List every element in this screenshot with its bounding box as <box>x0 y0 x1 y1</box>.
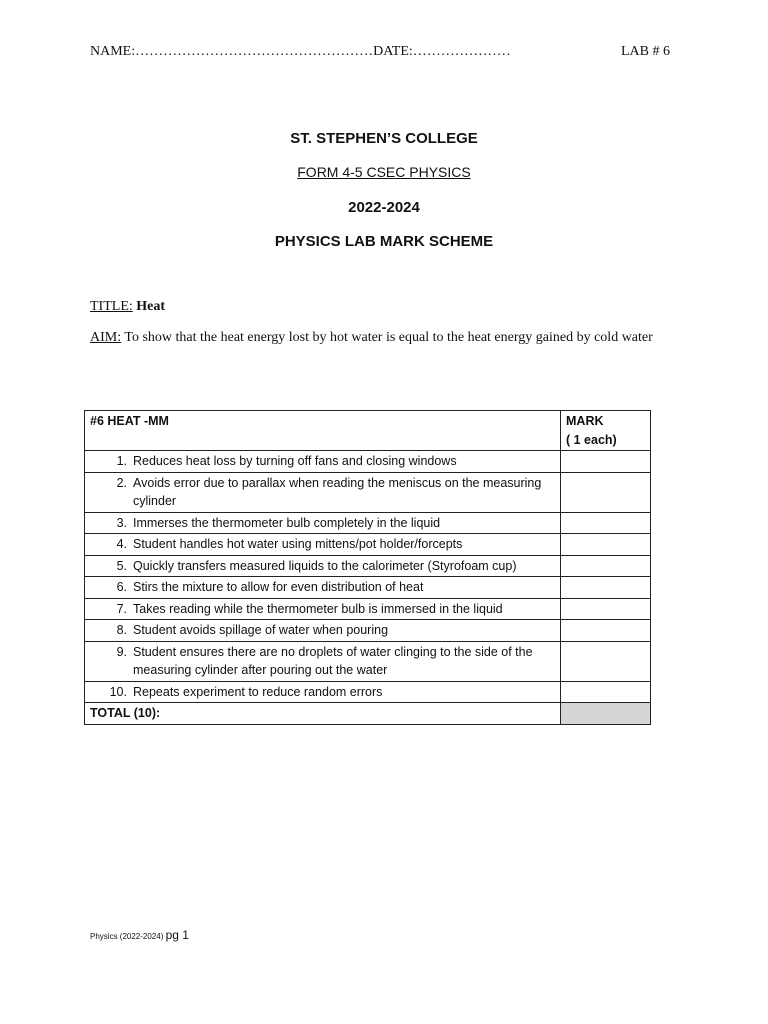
table-row <box>85 598 651 620</box>
criterion-cell <box>85 512 561 534</box>
lab-title <box>90 299 165 315</box>
criterion-text: Quickly transfers measured liquids to the calorimeter (Styrofoam cup) <box>133 558 517 573</box>
mark-cell[interactable] <box>561 512 651 534</box>
criterion-number: 4. <box>116 537 127 551</box>
years-heading: 2022-2024 <box>348 199 420 216</box>
table-row <box>85 534 651 556</box>
total-mark-cell[interactable] <box>561 703 651 725</box>
table-row <box>85 451 651 473</box>
name-date-line: NAME:……………………………………………DATE:………………… <box>90 44 511 59</box>
criterion-text: Immerses the thermometer bulb completely in the liquid <box>133 515 441 530</box>
mark-cell[interactable] <box>561 620 651 642</box>
criterion-cell <box>85 534 561 556</box>
table-row <box>85 620 651 642</box>
criterion-number: 5. <box>116 558 127 573</box>
footer-course: Physics (2022-2024) <box>90 932 164 941</box>
scheme-heading: PHYSICS LAB MARK SCHEME <box>274 233 494 250</box>
mark-header-label: MARK <box>566 414 604 428</box>
criterion-cell <box>85 681 561 703</box>
mark-cell[interactable] <box>561 681 651 703</box>
criterion-number: 9. <box>116 644 127 659</box>
criterion-number: 7. <box>116 601 127 616</box>
mark-cell[interactable] <box>561 534 651 556</box>
table-row <box>85 577 651 599</box>
total-row <box>85 703 651 725</box>
table-row <box>85 555 651 577</box>
mark-column-header <box>561 411 651 451</box>
criterion-cell <box>85 472 561 512</box>
table-row <box>85 512 651 534</box>
criterion-cell <box>85 555 561 577</box>
criterion-cell <box>85 577 561 599</box>
criterion-number: 3. <box>116 515 127 530</box>
form-subtitle: FORM 4-5 CSEC PHYSICS <box>297 164 471 180</box>
mark-cell[interactable] <box>561 472 651 512</box>
page-header <box>90 44 670 64</box>
criterion-text: Avoids error due to parallax when reading the meniscus on the measuring cylinder <box>133 475 542 508</box>
table-header-label: #6 HEAT -MM <box>85 411 561 451</box>
criterion-text: Student ensures there are no droplets of water clinging to the side of the measuring cylinder after pouring out the water <box>133 644 533 677</box>
criterion-number: 2. <box>116 475 127 490</box>
mark-scheme-table <box>84 410 651 725</box>
criterion-text: Stirs the mixture to allow for even distribution of heat <box>133 580 424 594</box>
criterion-text: Student avoids spillage of water when pouring <box>133 623 389 637</box>
table-row <box>85 472 651 512</box>
total-label: TOTAL (10): <box>85 703 561 725</box>
criterion-number: 8. <box>116 623 127 637</box>
mark-cell[interactable] <box>561 451 651 473</box>
criterion-text: Repeats experiment to reduce random errors <box>133 684 383 699</box>
criterion-number: 6. <box>116 580 127 594</box>
lab-number: LAB # 6 <box>621 44 670 59</box>
table-header-row <box>85 411 651 451</box>
mark-header-sub: ( 1 each) <box>566 432 617 447</box>
college-title: ST. STEPHEN’S COLLEGE <box>290 130 478 147</box>
criterion-text: Takes reading while the thermometer bulb is immersed in the liquid <box>133 601 503 616</box>
footer-page: pg 1 <box>165 928 189 942</box>
criterion-text: Reduces heat loss by turning off fans and closing windows <box>133 454 457 468</box>
mark-cell[interactable] <box>561 577 651 599</box>
criterion-cell <box>85 598 561 620</box>
aim-text: To show that the heat energy lost by hot water is equal to the heat energy gained by cold water <box>124 330 653 345</box>
mark-cell[interactable] <box>561 641 651 681</box>
title-label: TITLE: <box>90 299 133 314</box>
title-value: Heat <box>136 299 166 314</box>
page-footer <box>90 928 189 942</box>
criterion-number: 10. <box>109 684 127 699</box>
criterion-cell <box>85 451 561 473</box>
criterion-cell <box>85 620 561 642</box>
table-row <box>85 681 651 703</box>
criterion-cell <box>85 641 561 681</box>
aim-label: AIM: <box>90 330 122 345</box>
aim-statement <box>90 328 670 347</box>
mark-cell[interactable] <box>561 555 651 577</box>
criterion-number: 1. <box>116 454 127 468</box>
table-row <box>85 641 651 681</box>
criterion-text: Student handles hot water using mittens/pot holder/forcepts <box>133 537 463 551</box>
mark-cell[interactable] <box>561 598 651 620</box>
